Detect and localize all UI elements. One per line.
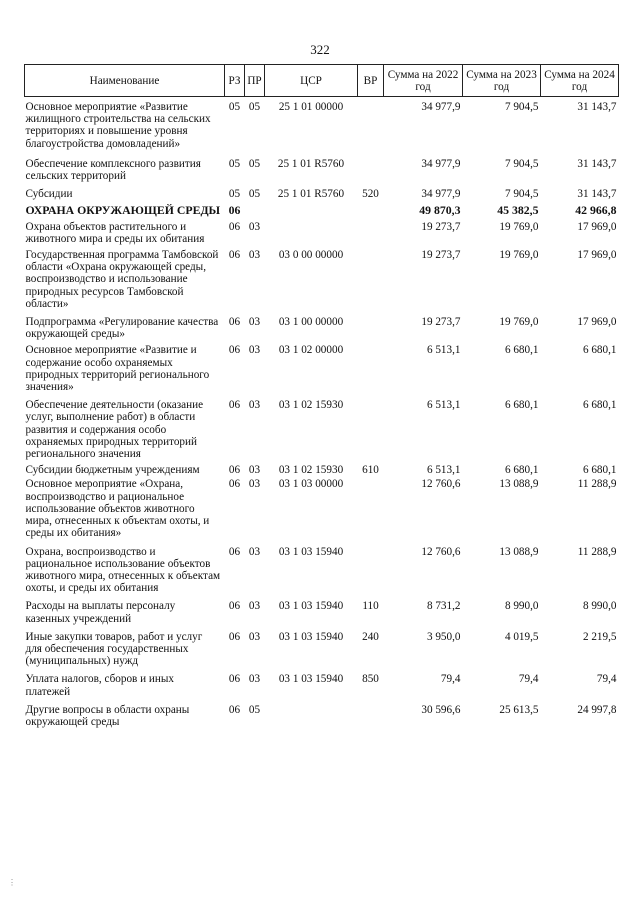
table-row — [25, 182, 619, 200]
row-pr-cell: 03 — [248, 249, 261, 262]
row-pr-cell: 03 — [248, 545, 261, 558]
row-csr-cell: 25 1 01 R5760 — [277, 188, 345, 201]
row-csr-cell: 03 1 02 00000 — [278, 344, 344, 357]
row-sum-2022-cell: 34 977,9 — [421, 157, 461, 170]
row-sum-2022-cell: 34 977,9 — [421, 101, 461, 113]
row-sum-2023-cell: 7 904,5 — [504, 157, 539, 170]
row-rz-cell: 06 — [228, 203, 241, 218]
row-sum-2024-cell: 17 969,0 — [577, 316, 617, 329]
row-sum-2023-cell: 13 088,9 — [499, 545, 539, 558]
header-name: Наименование — [25, 65, 225, 97]
row-pr-cell: 03 — [248, 673, 261, 686]
row-rz-cell: 05 — [228, 101, 241, 113]
table-header-row — [25, 65, 619, 97]
table-row — [25, 150, 619, 182]
header-csr: ЦСР — [265, 65, 358, 97]
row-rz-cell: 06 — [228, 316, 241, 329]
row-name-cell: Основное мероприятие «Охрана, воспроизводство и рациональное использование объектов животного мира, отнесенных к объектам охоты, и среды их обитания» — [25, 478, 210, 540]
row-rz-cell: 06 — [228, 545, 241, 558]
row-sum-2024-cell: 31 143,7 — [577, 157, 617, 170]
row-vr-cell — [358, 698, 384, 728]
row-rz-cell: 05 — [228, 157, 241, 170]
row-pr-cell: 03 — [248, 316, 261, 329]
row-vr-cell — [358, 393, 384, 460]
row-sum-2023-cell: 7 904,5 — [504, 188, 539, 201]
row-sum-2023-cell: 6 680,1 — [504, 464, 539, 477]
row-pr-cell: 03 — [248, 220, 261, 233]
row-name-cell: Уплата налогов, сборов и иных платежей — [25, 673, 175, 698]
table-row — [25, 667, 619, 697]
row-sum-2022-cell: 12 760,6 — [421, 545, 461, 558]
header-sum-2022: Сумма на 2022 год — [384, 65, 463, 97]
page-number: 322 — [310, 42, 330, 57]
table-row — [25, 393, 619, 460]
table-row — [25, 200, 619, 216]
row-csr-cell: 03 1 03 15940 — [278, 630, 344, 643]
row-vr-cell: 110 — [362, 600, 379, 613]
row-vr-cell: 610 — [362, 464, 379, 477]
row-pr-cell — [245, 200, 265, 216]
header-sum-2024: Сумма на 2024 год — [541, 65, 619, 97]
row-rz-cell: 06 — [228, 464, 241, 477]
row-rz-cell: 06 — [228, 478, 241, 491]
table-row — [25, 97, 619, 150]
row-sum-2022-cell: 6 513,1 — [426, 399, 461, 412]
row-name-cell: ОХРАНА ОКРУЖАЮЩЕЙ СРЕДЫ — [25, 203, 221, 218]
row-name-cell: Расходы на выплаты персоналу казенных учреждений — [25, 600, 176, 625]
row-rz-cell: 06 — [228, 399, 241, 412]
row-sum-2024-cell: 8 990,0 — [582, 600, 617, 613]
row-sum-2024-cell: 24 997,8 — [577, 703, 617, 716]
row-vr-cell — [358, 150, 384, 182]
row-pr-cell: 03 — [248, 344, 261, 357]
row-sum-2022-cell: 34 977,9 — [421, 188, 461, 201]
row-rz-cell: 06 — [228, 600, 241, 613]
row-sum-2024-cell: 6 680,1 — [582, 464, 617, 477]
row-sum-2023-cell: 4 019,5 — [504, 630, 539, 643]
row-sum-2023-cell: 25 613,5 — [499, 703, 539, 716]
margin-mark: ⋮ — [8, 878, 16, 887]
row-pr-cell: 05 — [248, 188, 261, 201]
row-sum-2022-cell: 49 870,3 — [419, 203, 461, 218]
row-rz-cell: 06 — [228, 249, 241, 262]
row-name-cell: Государственная программа Тамбовской области «Охрана окружающей среды, воспроизводство и использование природных ресурсов Тамбовской области» — [25, 249, 219, 310]
header-sum-2023: Сумма на 2023 год — [463, 65, 541, 97]
row-name-cell: Обеспечение комплексного развития сельских территорий — [25, 157, 201, 183]
row-name-cell: Охрана, воспроизводство и рациональное использование объектов животного мира, отнесенных к объектам охоты, и среды их обитания — [25, 545, 221, 595]
row-pr-cell: 05 — [248, 157, 261, 170]
row-csr-cell: 03 1 02 15930 — [278, 464, 344, 477]
row-vr-cell — [358, 217, 384, 245]
row-name-cell: Другие вопросы в области охраны окружающей среды — [25, 703, 190, 728]
row-csr-cell: 25 1 01 R5760 — [277, 157, 345, 170]
row-pr-cell: 05 — [248, 703, 261, 716]
row-vr-cell — [358, 97, 384, 150]
row-name-cell: Охрана объектов растительного и животного мира и среды их обитания — [25, 220, 205, 245]
table-row — [25, 245, 619, 310]
row-rz-cell: 06 — [228, 703, 241, 716]
row-sum-2022-cell: 19 273,7 — [421, 249, 461, 262]
table-row — [25, 625, 619, 668]
row-sum-2023-cell: 19 769,0 — [499, 316, 539, 329]
row-sum-2022-cell: 19 273,7 — [421, 220, 461, 233]
row-csr-cell: 03 1 03 15940 — [278, 673, 344, 686]
row-sum-2023-cell: 7 904,5 — [504, 101, 539, 113]
row-vr-cell — [358, 200, 384, 216]
row-vr-cell: 850 — [362, 673, 379, 686]
row-name-cell: Субсидии бюджетным учреждениям — [25, 464, 200, 477]
row-sum-2022-cell: 79,4 — [440, 673, 461, 686]
row-sum-2022-cell: 8 731,2 — [426, 600, 461, 613]
row-sum-2022-cell: 12 760,6 — [421, 478, 461, 491]
row-csr-cell: 25 1 01 00000 — [278, 101, 344, 113]
row-name-cell: Основное мероприятие «Развитие жилищного строительства на сельских территориях и повышение уровня благоустройства домовладений» — [25, 101, 211, 150]
row-vr-cell — [358, 476, 384, 539]
row-csr-cell — [265, 698, 358, 728]
row-sum-2022-cell: 6 513,1 — [426, 464, 461, 477]
row-csr-cell: 03 1 03 15940 — [278, 545, 344, 558]
row-pr-cell: 05 — [248, 101, 261, 113]
header-vr: ВР — [358, 65, 384, 97]
table-row — [25, 310, 619, 340]
row-sum-2023-cell: 45 382,5 — [497, 203, 539, 218]
row-sum-2024-cell: 42 966,8 — [575, 203, 617, 218]
row-rz-cell: 06 — [228, 344, 241, 357]
row-sum-2023-cell: 8 990,0 — [504, 600, 539, 613]
row-sum-2022-cell: 6 513,1 — [426, 344, 461, 357]
table-row — [25, 340, 619, 393]
budget-table — [24, 64, 619, 728]
row-vr-cell — [358, 340, 384, 393]
row-sum-2023-cell: 13 088,9 — [499, 478, 539, 491]
row-sum-2024-cell: 79,4 — [596, 673, 617, 686]
row-csr-cell — [265, 200, 358, 216]
row-sum-2023-cell: 79,4 — [518, 673, 539, 686]
row-sum-2024-cell: 17 969,0 — [577, 249, 617, 262]
table-row — [25, 460, 619, 476]
table-row — [25, 476, 619, 539]
row-name-cell: Основное мероприятие «Развитие и содержание особо охраняемых природных территорий регионального значения» — [25, 344, 210, 394]
row-csr-cell — [265, 217, 358, 245]
table-row — [25, 540, 619, 595]
row-sum-2023-cell: 19 769,0 — [499, 249, 539, 262]
row-csr-cell: 03 1 00 00000 — [278, 316, 344, 329]
row-sum-2022-cell: 19 273,7 — [421, 316, 461, 329]
row-name-cell: Подпрограмма «Регулирование качества окружающей среды» — [25, 316, 219, 341]
header-pr: ПР — [245, 65, 265, 97]
row-sum-2022-cell: 30 596,6 — [421, 703, 461, 716]
row-name-cell: Субсидии — [25, 188, 73, 201]
row-csr-cell: 03 1 02 15930 — [278, 399, 344, 412]
row-name-cell: Иные закупки товаров, работ и услуг для обеспечения государственных (муниципальных) нужд — [25, 630, 203, 668]
row-vr-cell — [358, 245, 384, 310]
table-row — [25, 698, 619, 728]
row-sum-2024-cell: 31 143,7 — [577, 188, 617, 201]
row-rz-cell: 06 — [228, 220, 241, 233]
row-vr-cell: 240 — [362, 630, 379, 643]
table-row — [25, 217, 619, 245]
row-sum-2024-cell: 11 288,9 — [577, 545, 617, 558]
row-pr-cell: 03 — [248, 600, 261, 613]
row-vr-cell — [358, 540, 384, 595]
row-vr-cell: 520 — [362, 188, 379, 201]
row-pr-cell: 03 — [248, 478, 261, 491]
row-rz-cell: 06 — [228, 673, 241, 686]
row-pr-cell: 03 — [248, 630, 261, 643]
row-csr-cell: 03 1 03 00000 — [278, 478, 344, 491]
row-sum-2024-cell: 17 969,0 — [577, 220, 617, 233]
table-row — [25, 594, 619, 624]
row-sum-2024-cell: 31 143,7 — [577, 101, 617, 113]
row-sum-2023-cell: 19 769,0 — [499, 220, 539, 233]
row-sum-2024-cell: 6 680,1 — [582, 399, 617, 412]
row-csr-cell: 03 1 03 15940 — [278, 600, 344, 613]
row-pr-cell: 03 — [248, 464, 261, 477]
row-rz-cell: 05 — [228, 188, 241, 201]
table-body — [25, 97, 619, 729]
row-csr-cell: 03 0 00 00000 — [278, 249, 344, 262]
row-sum-2023-cell: 6 680,1 — [504, 399, 539, 412]
row-sum-2024-cell: 11 288,9 — [577, 478, 617, 491]
row-sum-2022-cell: 3 950,0 — [426, 630, 461, 643]
row-sum-2023-cell: 6 680,1 — [504, 344, 539, 357]
row-vr-cell — [358, 310, 384, 340]
row-sum-2024-cell: 6 680,1 — [582, 344, 617, 357]
row-sum-2024-cell: 2 219,5 — [582, 630, 617, 643]
row-pr-cell: 03 — [248, 399, 261, 412]
header-rz: РЗ — [225, 65, 245, 97]
row-rz-cell: 06 — [228, 630, 241, 643]
row-name-cell: Обеспечение деятельности (оказание услуг, выполнение работ) в области развития и содержания особо охраняемых природных территорий регионального значения — [25, 399, 204, 461]
